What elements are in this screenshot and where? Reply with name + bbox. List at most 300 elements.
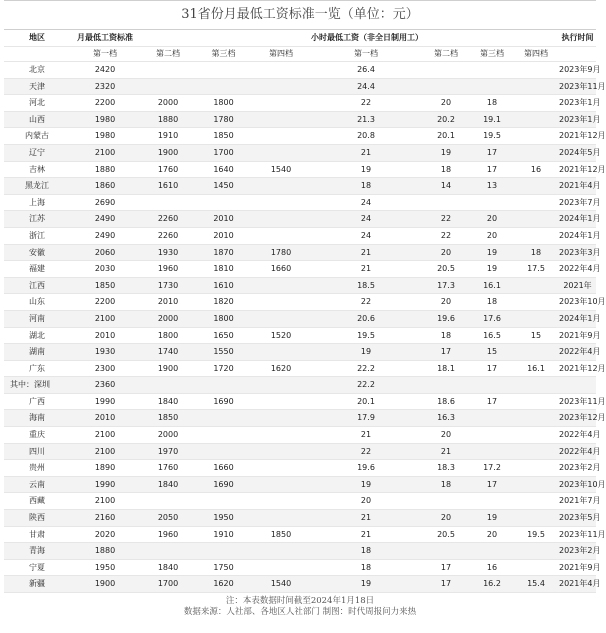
monthly-tier1-cell: 2010 (70, 410, 140, 427)
hourly-tier2-cell: 14 (421, 178, 471, 195)
monthly-tier1-cell: 2100 (70, 443, 140, 460)
monthly-tier3-cell (196, 493, 251, 510)
table-row (4, 178, 596, 195)
hourly-tier4-cell (513, 144, 559, 161)
monthly-tier1-cell: 1930 (70, 344, 140, 361)
hourly-tier4-cell: 15 (513, 327, 559, 344)
monthly-tier3-cell (196, 194, 251, 211)
monthly-tier2-cell: 2260 (140, 211, 196, 228)
region-cell: 贵州 (4, 460, 70, 477)
region-cell: 河北 (4, 95, 70, 112)
monthly-tier1-cell: 2100 (70, 427, 140, 444)
hourly-tier1-cell: 18 (311, 559, 421, 576)
date-cell: 2021年7月 (559, 493, 596, 510)
monthly-tier2-cell (140, 194, 196, 211)
monthly-tier2-cell (140, 377, 196, 394)
region-cell: 西藏 (4, 493, 70, 510)
hourly-tier2-cell: 17 (421, 576, 471, 593)
hourly-tier3-cell: 17 (471, 360, 513, 377)
monthly-tier4-cell (251, 443, 311, 460)
monthly-tier4-cell (251, 178, 311, 195)
date-cell: 2021年 (559, 277, 596, 294)
table-row (4, 128, 596, 145)
hourly-tier4-cell (513, 294, 559, 311)
monthly-tier4-cell (251, 194, 311, 211)
hourly-tier1-cell: 22.2 (311, 360, 421, 377)
table-row (4, 510, 596, 527)
monthly-tier4-cell (251, 211, 311, 228)
hourly-tier4-cell (513, 410, 559, 427)
date-cell: 2021年9月 (559, 559, 596, 576)
monthly-tier4-cell (251, 78, 311, 95)
monthly-tier4-cell (251, 460, 311, 477)
monthly-tier4-cell (251, 111, 311, 128)
monthly-tier1-cell: 2200 (70, 95, 140, 112)
hourly-tier2-cell (421, 543, 471, 560)
hourly-tier3-cell: 17.6 (471, 310, 513, 327)
hourly-tier3-cell: 17 (471, 161, 513, 178)
monthly-tier3-cell: 1620 (196, 576, 251, 593)
monthly-tier1-cell: 2010 (70, 327, 140, 344)
table-row (4, 543, 596, 560)
hourly-tier1-cell: 24.4 (311, 78, 421, 95)
monthly-tier2-cell: 1880 (140, 111, 196, 128)
date-cell (559, 377, 596, 394)
hourly-tier1-cell: 19 (311, 161, 421, 178)
monthly-tier4-cell (251, 377, 311, 394)
hourly-tier1-cell: 18 (311, 543, 421, 560)
hourly-tier2-cell: 20.5 (421, 261, 471, 278)
monthly-tier2-cell: 1840 (140, 559, 196, 576)
header-row (4, 30, 596, 47)
monthly-tier3-cell: 1800 (196, 310, 251, 327)
region-cell: 北京 (4, 62, 70, 79)
monthly-tier2-cell: 1700 (140, 576, 196, 593)
hourly-tier3-cell (471, 78, 513, 95)
hourly-tier4-cell (513, 111, 559, 128)
monthly-tier1-cell: 1950 (70, 559, 140, 576)
monthly-tier3-cell: 1660 (196, 460, 251, 477)
monthly-tier3-cell: 1910 (196, 526, 251, 543)
hourly-tier4-cell (513, 344, 559, 361)
footnote-source: 数据来源：人社部、各地区人社部门 制图：时代周报问力来热 (183, 607, 417, 617)
date-cell: 2023年1月 (559, 95, 596, 112)
hourly-tier1-cell: 20.8 (311, 128, 421, 145)
monthly-tier2-cell: 1970 (140, 443, 196, 460)
region-cell: 浙江 (4, 227, 70, 244)
hourly-tier4-cell: 17.5 (513, 261, 559, 278)
monthly-tier4-cell (251, 427, 311, 444)
date-cell: 2023年11月 (559, 526, 596, 543)
hourly-tier2-cell: 16.3 (421, 410, 471, 427)
table-row (4, 493, 596, 510)
monthly-tier3-cell (196, 410, 251, 427)
hourly-tier4-cell (513, 377, 559, 394)
hourly-tier3-cell (471, 427, 513, 444)
monthly-tier2-cell: 1840 (140, 393, 196, 410)
hourly-tier4-cell (513, 78, 559, 95)
monthly-tier1-cell: 2420 (70, 62, 140, 79)
monthly-tier1-cell: 1990 (70, 393, 140, 410)
date-cell: 2021年9月 (559, 327, 596, 344)
monthly-tier2-cell: 1910 (140, 128, 196, 145)
hourly-tier3-cell: 17 (471, 393, 513, 410)
hourly-tier1-cell: 24 (311, 194, 421, 211)
hourly-tier3-cell: 16.5 (471, 327, 513, 344)
region-cell: 湖南 (4, 344, 70, 361)
hourly-tier2-cell: 18 (421, 327, 471, 344)
table-row (4, 526, 596, 543)
hourly-tier2-cell: 18 (421, 161, 471, 178)
hourly-tier1-cell: 19 (311, 476, 421, 493)
table-row (4, 360, 596, 377)
hourly-tier2-cell: 18 (421, 476, 471, 493)
hourly-tier4-cell (513, 460, 559, 477)
monthly-tier3-cell: 1720 (196, 360, 251, 377)
date-cell: 2023年10月 (559, 294, 596, 311)
table-row (4, 227, 596, 244)
hourly-tier2-cell: 20 (421, 510, 471, 527)
wage-table (4, 30, 606, 593)
date-cell: 2023年2月 (559, 460, 596, 477)
table-row (4, 393, 596, 410)
monthly-tier4-cell: 1520 (251, 327, 311, 344)
monthly-tier3-cell: 1700 (196, 144, 251, 161)
hourly-tier2-cell: 17.3 (421, 277, 471, 294)
monthly-tier4-cell (251, 493, 311, 510)
monthly-tier1-cell: 1880 (70, 161, 140, 178)
hourly-tier2-cell (421, 194, 471, 211)
table-row (4, 344, 596, 361)
monthly-tier2-cell: 1960 (140, 261, 196, 278)
table-row (4, 261, 596, 278)
monthly-tier1-cell: 2030 (70, 261, 140, 278)
date-cell: 2023年2月 (559, 543, 596, 560)
monthly-tier3-cell: 1950 (196, 510, 251, 527)
region-cell: 吉林 (4, 161, 70, 178)
monthly-tier4-cell (251, 294, 311, 311)
region-cell: 河南 (4, 310, 70, 327)
region-cell: 广西 (4, 393, 70, 410)
table-row (4, 443, 596, 460)
hourly-tier3-cell: 19.5 (471, 128, 513, 145)
monthly-tier4-cell: 1780 (251, 244, 311, 261)
hourly-tier4-cell (513, 277, 559, 294)
tier-label: 第四档 (251, 47, 311, 62)
hourly-tier1-cell: 21 (311, 510, 421, 527)
monthly-tier4-cell (251, 227, 311, 244)
region-cell: 黑龙江 (4, 178, 70, 195)
table-row (4, 277, 596, 294)
header-date: 执行时间 (559, 30, 596, 47)
hourly-tier4-cell: 15.4 (513, 576, 559, 593)
hourly-tier2-cell: 18.3 (421, 460, 471, 477)
date-cell: 2023年7月 (559, 194, 596, 211)
hourly-tier3-cell: 16 (471, 559, 513, 576)
monthly-tier2-cell: 1800 (140, 327, 196, 344)
date-cell: 2024年1月 (559, 310, 596, 327)
monthly-tier2-cell: 1900 (140, 360, 196, 377)
region-cell: 陕西 (4, 510, 70, 527)
hourly-tier3-cell: 20 (471, 211, 513, 228)
monthly-tier3-cell: 1690 (196, 393, 251, 410)
hourly-tier3-cell: 16.1 (471, 277, 513, 294)
monthly-tier2-cell: 2000 (140, 310, 196, 327)
hourly-tier1-cell: 21 (311, 427, 421, 444)
hourly-tier1-cell: 21 (311, 144, 421, 161)
date-cell: 2021年4月 (559, 576, 596, 593)
hourly-tier4-cell: 19.5 (513, 526, 559, 543)
monthly-tier2-cell: 1740 (140, 344, 196, 361)
table-row (4, 410, 596, 427)
region-cell: 安徽 (4, 244, 70, 261)
monthly-tier4-cell (251, 128, 311, 145)
hourly-tier1-cell: 19 (311, 344, 421, 361)
monthly-tier4-cell (251, 510, 311, 527)
hourly-tier4-cell (513, 95, 559, 112)
tier-label: 第四档 (513, 47, 559, 62)
monthly-tier1-cell: 2320 (70, 78, 140, 95)
monthly-tier4-cell (251, 543, 311, 560)
monthly-tier3-cell: 1750 (196, 559, 251, 576)
monthly-tier4-cell (251, 310, 311, 327)
monthly-tier3-cell: 1650 (196, 327, 251, 344)
region-cell: 天津 (4, 78, 70, 95)
monthly-tier3-cell: 1800 (196, 95, 251, 112)
monthly-tier3-cell: 1780 (196, 111, 251, 128)
date-cell: 2024年1月 (559, 227, 596, 244)
monthly-tier2-cell (140, 543, 196, 560)
monthly-tier4-cell (251, 62, 311, 79)
region-cell: 甘肃 (4, 526, 70, 543)
hourly-tier3-cell: 16.2 (471, 576, 513, 593)
monthly-tier3-cell: 2010 (196, 211, 251, 228)
hourly-tier1-cell: 20.1 (311, 393, 421, 410)
monthly-tier3-cell (196, 427, 251, 444)
hourly-tier2-cell: 20 (421, 427, 471, 444)
monthly-tier4-cell (251, 559, 311, 576)
monthly-tier1-cell: 2490 (70, 211, 140, 228)
monthly-tier4-cell (251, 277, 311, 294)
hourly-tier3-cell (471, 377, 513, 394)
table-row (4, 161, 596, 178)
hourly-tier2-cell: 20.5 (421, 526, 471, 543)
hourly-tier4-cell (513, 559, 559, 576)
date-cell: 2021年12月 (559, 128, 596, 145)
region-cell: 四川 (4, 443, 70, 460)
hourly-tier1-cell: 22 (311, 294, 421, 311)
monthly-tier2-cell (140, 78, 196, 95)
monthly-tier1-cell: 1990 (70, 476, 140, 493)
hourly-tier1-cell: 17.9 (311, 410, 421, 427)
table-row (4, 427, 596, 444)
tier-label: 第一档 (70, 47, 140, 62)
monthly-tier2-cell: 1850 (140, 410, 196, 427)
hourly-tier2-cell: 17 (421, 344, 471, 361)
hourly-tier3-cell: 20 (471, 526, 513, 543)
footnote-date: 注：本表数据时间截至2024年1月18日 (225, 596, 375, 606)
monthly-tier2-cell (140, 493, 196, 510)
monthly-tier2-cell: 1960 (140, 526, 196, 543)
monthly-tier1-cell: 1880 (70, 543, 140, 560)
monthly-tier1-cell: 1860 (70, 178, 140, 195)
tier-header-row (4, 47, 596, 62)
monthly-tier4-cell (251, 393, 311, 410)
monthly-tier2-cell: 1730 (140, 277, 196, 294)
date-cell: 2021年12月 (559, 161, 596, 178)
hourly-tier2-cell: 20 (421, 244, 471, 261)
hourly-tier3-cell (471, 543, 513, 560)
hourly-tier2-cell (421, 62, 471, 79)
date-cell: 2024年5月 (559, 144, 596, 161)
header-hourly: 小时最低工资（非全日制用工） (311, 30, 421, 47)
region-cell: 山西 (4, 111, 70, 128)
hourly-tier1-cell: 19.6 (311, 460, 421, 477)
hourly-tier1-cell: 20.6 (311, 310, 421, 327)
hourly-tier3-cell: 18 (471, 95, 513, 112)
region-cell: 江苏 (4, 211, 70, 228)
monthly-tier2-cell: 2000 (140, 95, 196, 112)
hourly-tier1-cell: 24 (311, 211, 421, 228)
hourly-tier2-cell: 17 (421, 559, 471, 576)
monthly-tier2-cell: 2260 (140, 227, 196, 244)
hourly-tier1-cell: 18.5 (311, 277, 421, 294)
date-cell: 2023年5月 (559, 510, 596, 527)
monthly-tier3-cell: 1870 (196, 244, 251, 261)
hourly-tier4-cell (513, 510, 559, 527)
hourly-tier3-cell: 19 (471, 244, 513, 261)
hourly-tier2-cell: 20 (421, 294, 471, 311)
hourly-tier3-cell (471, 443, 513, 460)
monthly-tier2-cell (140, 62, 196, 79)
hourly-tier4-cell (513, 427, 559, 444)
monthly-tier1-cell: 2300 (70, 360, 140, 377)
table-row (4, 576, 596, 593)
table-row (4, 194, 596, 211)
monthly-tier4-cell: 1540 (251, 161, 311, 178)
region-cell: 辽宁 (4, 144, 70, 161)
monthly-tier3-cell (196, 62, 251, 79)
table-row (4, 144, 596, 161)
monthly-tier4-cell: 1850 (251, 526, 311, 543)
hourly-tier1-cell: 20 (311, 493, 421, 510)
monthly-tier3-cell: 1610 (196, 277, 251, 294)
monthly-tier1-cell: 2100 (70, 493, 140, 510)
hourly-tier4-cell (513, 128, 559, 145)
region-cell: 宁夏 (4, 559, 70, 576)
hourly-tier3-cell (471, 410, 513, 427)
hourly-tier3-cell: 15 (471, 344, 513, 361)
header-monthly: 月最低工资标准 (70, 30, 140, 47)
monthly-tier3-cell (196, 78, 251, 95)
header-region: 地区 (4, 30, 70, 47)
region-cell: 内蒙古 (4, 128, 70, 145)
date-cell: 2023年3月 (559, 244, 596, 261)
region-cell: 江西 (4, 277, 70, 294)
hourly-tier4-cell (513, 310, 559, 327)
hourly-tier2-cell: 20.2 (421, 111, 471, 128)
region-cell: 福建 (4, 261, 70, 278)
region-cell: 海南 (4, 410, 70, 427)
date-cell: 2023年11月 (559, 393, 596, 410)
hourly-tier3-cell: 13 (471, 178, 513, 195)
monthly-tier3-cell (196, 543, 251, 560)
hourly-tier3-cell: 18 (471, 294, 513, 311)
monthly-tier3-cell: 2010 (196, 227, 251, 244)
footnotes (4, 596, 596, 618)
hourly-tier2-cell: 19.6 (421, 310, 471, 327)
monthly-tier3-cell: 1850 (196, 128, 251, 145)
hourly-tier4-cell (513, 178, 559, 195)
monthly-tier2-cell: 1900 (140, 144, 196, 161)
monthly-tier1-cell: 2100 (70, 310, 140, 327)
hourly-tier4-cell (513, 62, 559, 79)
hourly-tier1-cell: 21 (311, 526, 421, 543)
table-row (4, 294, 596, 311)
date-cell: 2022年4月 (559, 261, 596, 278)
date-cell: 2023年11月 (559, 78, 596, 95)
region-cell: 广东 (4, 360, 70, 377)
table-row (4, 559, 596, 576)
date-cell: 2021年12月 (559, 360, 596, 377)
monthly-tier3-cell (196, 443, 251, 460)
date-cell: 2021年4月 (559, 178, 596, 195)
tier-label: 第二档 (140, 47, 196, 62)
region-cell: 山东 (4, 294, 70, 311)
monthly-tier2-cell: 2010 (140, 294, 196, 311)
hourly-tier4-cell (513, 227, 559, 244)
hourly-tier1-cell: 21 (311, 244, 421, 261)
monthly-tier3-cell: 1820 (196, 294, 251, 311)
monthly-tier1-cell: 1850 (70, 277, 140, 294)
region-cell: 其中：深圳 (4, 377, 70, 394)
hourly-tier1-cell: 21 (311, 261, 421, 278)
date-cell: 2024年1月 (559, 211, 596, 228)
region-cell: 云南 (4, 476, 70, 493)
monthly-tier3-cell: 1450 (196, 178, 251, 195)
hourly-tier2-cell (421, 493, 471, 510)
hourly-tier4-cell (513, 476, 559, 493)
monthly-tier4-cell (251, 144, 311, 161)
hourly-tier3-cell (471, 493, 513, 510)
hourly-tier4-cell (513, 211, 559, 228)
table-row (4, 327, 596, 344)
hourly-tier3-cell: 17 (471, 144, 513, 161)
monthly-tier1-cell: 2060 (70, 244, 140, 261)
monthly-tier2-cell: 1760 (140, 161, 196, 178)
hourly-tier1-cell: 21.3 (311, 111, 421, 128)
table-container (4, 0, 606, 618)
monthly-tier1-cell: 1890 (70, 460, 140, 477)
hourly-tier2-cell: 21 (421, 443, 471, 460)
tier-label: 第二档 (421, 47, 471, 62)
monthly-tier2-cell: 1840 (140, 476, 196, 493)
monthly-tier2-cell: 2000 (140, 427, 196, 444)
region-cell: 青海 (4, 543, 70, 560)
table-title: 31省份月最低工资标准一览（单位：元） (4, 0, 596, 30)
monthly-tier3-cell: 1810 (196, 261, 251, 278)
monthly-tier1-cell: 1980 (70, 128, 140, 145)
hourly-tier4-cell: 16 (513, 161, 559, 178)
monthly-tier2-cell: 1760 (140, 460, 196, 477)
table-row (4, 211, 596, 228)
hourly-tier3-cell: 17 (471, 476, 513, 493)
date-cell: 2023年12月 (559, 410, 596, 427)
tier-label: 第三档 (471, 47, 513, 62)
date-cell: 2022年4月 (559, 427, 596, 444)
table-row (4, 476, 596, 493)
hourly-tier2-cell: 20.1 (421, 128, 471, 145)
